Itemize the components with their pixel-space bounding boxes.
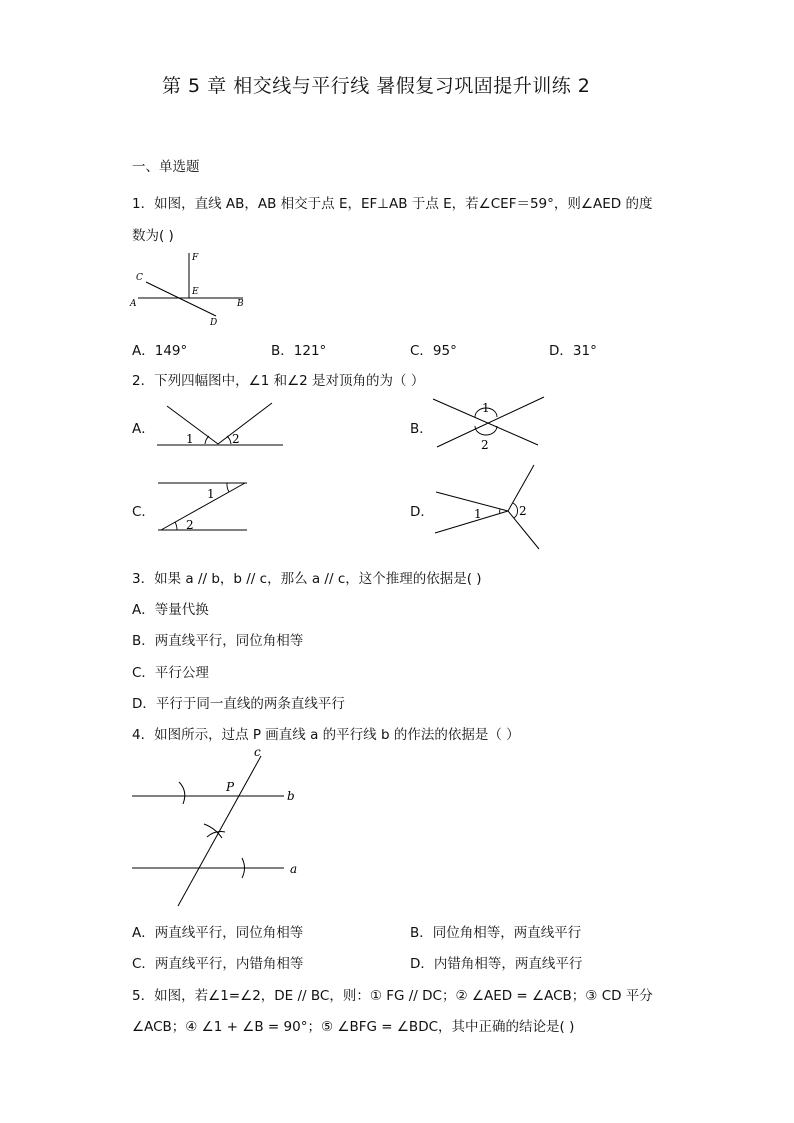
section-heading: 一、单选题 [132,159,200,175]
q1-stem-line1: 1．如图，直线 AB，AB 相交于点 E，EF⊥AB 于点 E，若∠CEF＝59°，则∠AED 的度 [132,196,653,212]
q4-option-b[interactable]: B．同位角相等，两直线平行 [410,925,582,941]
q2-figure-d [432,462,547,554]
q2c-angle-1: 1 [207,487,215,501]
q1-stem-line2: 数为( ) [132,228,174,244]
q2a-angle-1: 1 [186,432,194,446]
q4-figure [132,746,307,911]
q2-option-c[interactable]: C． [132,504,155,520]
q1-label-d: D [210,318,218,328]
q1-line-cd [146,282,216,316]
q3-stem: 3．如果 a // b，b // c，那么 a // c，这个推理的依据是( ) [132,571,482,587]
q1-figure [128,248,258,330]
q4-label-p: P [226,780,235,794]
q1-option-c[interactable]: C．95° [410,343,457,359]
page-title: 第 5 章 相交线与平行线 暑假复习巩固提升训练 2 [162,75,591,97]
q3-option-a[interactable]: A．等量代换 [132,602,209,618]
q1-option-a[interactable]: A．149° [132,343,188,359]
q3-option-b[interactable]: B．两直线平行，同位角相等 [132,633,304,649]
q2d-angle-2: 2 [519,504,527,518]
q4-label-c: c [254,745,261,759]
q2-option-d[interactable]: D． [410,504,434,520]
q4-stem: 4．如图所示，过点 P 画直线 a 的平行线 b 的作法的依据是（ ） [132,727,520,743]
q1-label-c: C [136,273,143,283]
q3-option-c[interactable]: C．平行公理 [132,665,209,681]
q1-option-d[interactable]: D．31° [549,343,597,359]
q2a-angle-2: 2 [232,432,240,446]
q3-option-d[interactable]: D．平行于同一直线的两条直线平行 [132,696,345,712]
q4-option-c[interactable]: C．两直线平行，内错角相等 [132,956,304,972]
q5-stem-line2: ∠ACB；④ ∠1 + ∠B = 90°；⑤ ∠BFG = ∠BDC，其中正确的结论是( ) [132,1019,575,1035]
q1-option-b[interactable]: B．121° [271,343,327,359]
q1-label-e: E [192,287,199,297]
q2b-angle-2: 2 [481,438,489,452]
q4-label-a: a [290,862,298,876]
q2-option-b[interactable]: B． [410,421,433,437]
q2-figure-b [430,392,548,454]
q4-line-c [178,756,261,906]
q2-figure-a [155,398,285,448]
q1-label-a: A [130,299,137,309]
q2c-angle-2: 2 [186,518,194,532]
q2d-angle-1: 1 [474,507,482,521]
q5-stem-line1: 5．如图，若∠1=∠2，DE // BC，则：① FG // DC；② ∠AED = ∠ACB；③ CD 平分 [132,988,653,1004]
q2b-angle-1: 1 [482,401,490,415]
q2-figure-c [155,478,255,536]
q1-label-b: B [237,299,244,309]
q2-stem: 2．下列四幅图中，∠1 和∠2 是对顶角的为（ ） [132,373,425,389]
q1-label-f: F [192,253,199,263]
q4-option-d[interactable]: D．内错角相等，两直线平行 [410,956,583,972]
q4-option-a[interactable]: A．两直线平行，同位角相等 [132,925,304,941]
q2-option-a[interactable]: A． [132,421,155,437]
q4-label-b: b [287,789,295,803]
